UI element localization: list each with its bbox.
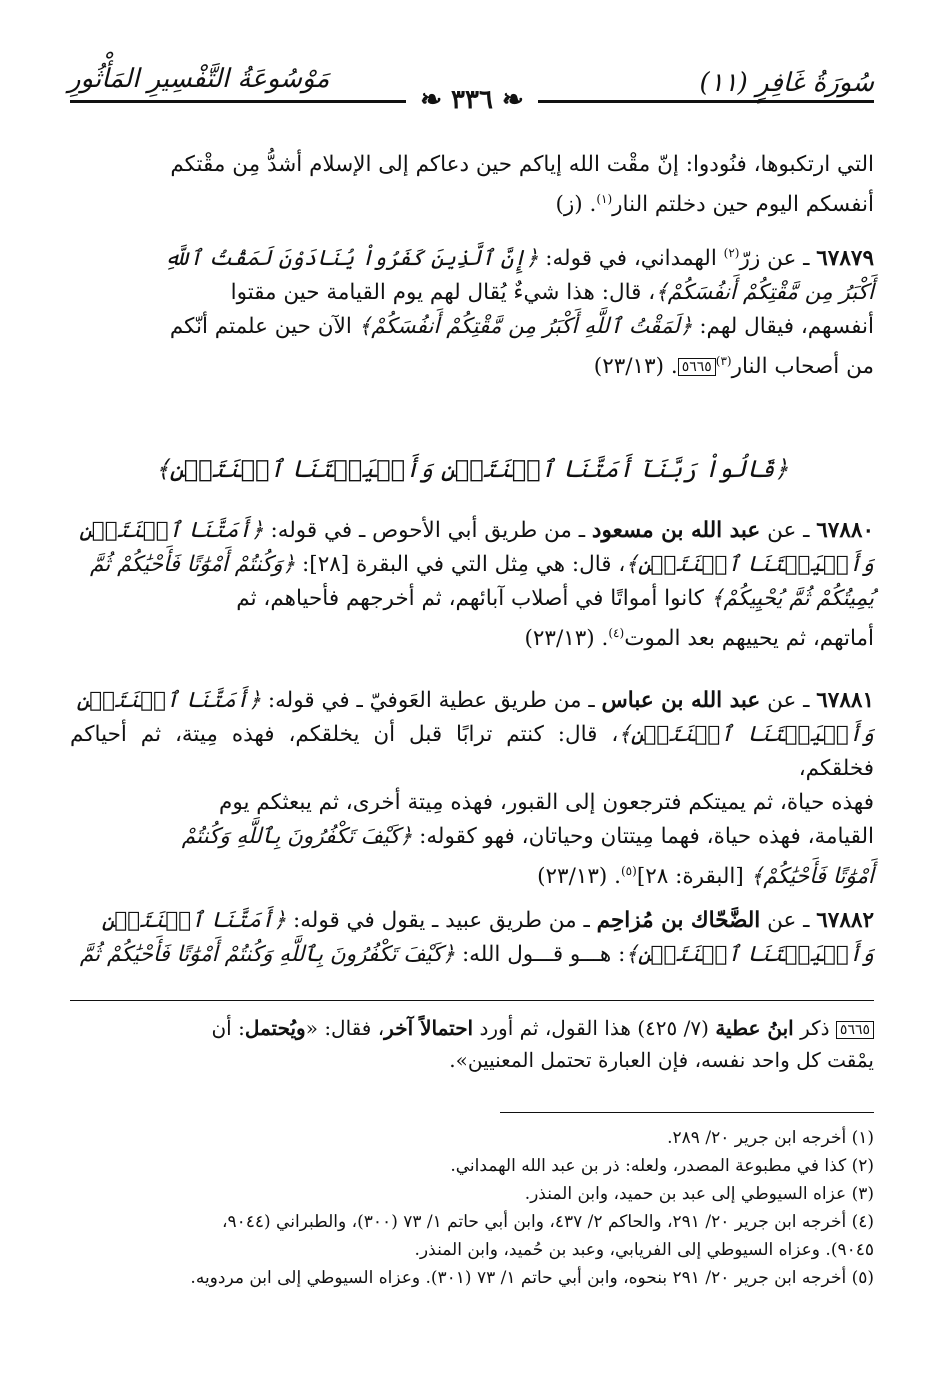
footnotes-separator xyxy=(500,1112,874,1113)
narration-number: ٦٧٨٨١ xyxy=(816,688,874,713)
narration-67882: ٦٧٨٨٢ ـ عن الضَّحّاك بن مُزاحِم ـ من طريق عبيد ـ يقول في قوله: ﴿أَمَتَّنَا ٱثۡنَتَيۡنِ وَأَحۡيَيۡتَنَا ٱثۡنَتَيۡنِ﴾: هـــو قـــول الله: ﴿كَيْفَ تَكْفُرُونَ بِٱللَّهِ وَكُنتُمْ أَمْوَٰتًا فَأَحْيَٰكُمْ ثُمَّ xyxy=(79,908,874,967)
footnote: (٥) أخرجه ابن جرير ٢٠/ ٢٩١ بنحوه، وابن أبي حاتم ١/ ٧٣ (٣٠١). وعزاه السيوطي إلى ابن مردويه. xyxy=(190,1268,874,1288)
footnote: ٩٠٤٥). وعزاه السيوطي إلى الفريابي، وعبد بن حُميد، وابن المنذر. xyxy=(414,1240,874,1260)
note-box-ref: ٥٦٦٥ xyxy=(678,358,716,376)
editor-note: ٥٦٦٥ ذكر ابنُ عطية (٧/ ٤٢٥) هذا القول، ثم أورد احتمالاً آخر، فقال: «ويُحتمل: أن يمْقت كل واحد نفسه، فإن العبارة تحتمل المعنيين». xyxy=(211,1016,874,1072)
verse-heading: ﴿قَالُواْ رَبَّنَآ أَمَتَّنَا ٱثۡنَتَيۡنِ وَأَحۡيَيۡتَنَا ٱثۡنَتَيۡنِ﴾ xyxy=(155,455,789,483)
footnote: (٣) عزاه السيوطي إلى عبد بن حميد، وابن المنذر. xyxy=(524,1184,874,1204)
running-header-surah: سُورَةُ غَافِرٍ (١١) xyxy=(699,68,874,98)
narration-67880: ٦٧٨٨٠ ـ عن عبد الله بن مسعود ـ من طريق أبي الأحوص ـ في قوله: ﴿أَمَتَّنَا ٱثۡنَتَيۡنِ وَأَحۡيَيۡتَنَا ٱثۡنَتَيۡنِ﴾، قال: هي مِثل التي في البقرة [٢٨]: ﴿وَكُنتُمْ أَمْوَٰتًا فَأَحْيَٰكُمْ ثُمَّ يُمِيتُكُمْ ثُمَّ يُحْيِيكُمْ﴾ كانوا أمواتًا في أصلاب آبائهم، ثم أخرجهم فأحياهم، ثم أماتهم، ثم يحييهم بعد الموت$^{(٤)}$. (٢٣/١٣) xyxy=(79,518,874,652)
text-line: التي ارتكبوها، فنُودوا: إنّ مقْت الله إياكم حين دعاكم إلى الإسلام أشدُّ مِن مقْتكم xyxy=(170,152,874,177)
page-number: ❧ ۳۳٦ ❧ xyxy=(0,85,944,115)
narration-number: ٦٧٨٨٠ xyxy=(816,518,874,543)
quran-quote: ﴿إِنَّ ٱلَّذِينَ كَفَرُواْ يُنَادَوْنَ لَمَقْتُ ٱللَّهِ xyxy=(164,246,539,272)
notes-separator xyxy=(70,1000,874,1001)
running-header-book: مَوْسُوعَةُ التَّفْسِيرِ المَأْثُورِ xyxy=(68,64,330,94)
paragraph-continuation xyxy=(70,148,874,222)
footnote: (١) أخرجه ابن جرير ٢٠/ ٢٨٩. xyxy=(667,1128,874,1148)
narration-67879: ٦٧٨٧٩ ـ عن زرّ$^{(٢)}$ الهمداني، في قوله: ﴿إِنَّ ٱلَّذِينَ كَفَرُواْ يُنَادَوْنَ لَمَقْتُ ٱللَّهِ أَكْبَرُ مِن مَّقْتِكُمْ أَنفُسَكُمْ﴾، قال: هذا شيءٌ يُقال لهم يوم القيامة حين مقتوا أنفسهم، فيقال لهم: ﴿لَمَقْتُ ٱللَّهِ أَكْبَرُ مِن مَّقْتِكُمْ أَنفُسَكُمْ﴾ الآن حين علمتم أنّكم من أصحاب النار$^{(٣)}$٥٦٦٥. (٢٣/١٣) xyxy=(164,246,874,380)
narration-67881: ٦٧٨٨١ ـ عن عبد الله بن عباس ـ من طريق عطية العَوفيّ ـ في قوله: ﴿أَمَتَّنَا ٱثۡنَتَيۡنِ وَأَحۡيَيۡتَنَا ٱثۡنَتَيۡنِ﴾، قال: كنتم ترابًا قبل أن يخلقكم، فهذه مِيتة، ثم أحياكم فخلقكم، فهذه حياة، ثم يميتكم فترجعون إلى القبور، فهذه مِيتة أخرى، ثم يبعثكم يوم القيامة، فهذه حياة، فهما مِيتتان وحياتان، فهو كقوله: ﴿كَيْفَ تَكْفُرُونَ بِٱللَّهِ وَكُنتُمْ أَمْوَٰتًا فَأَحْيَٰكُمْ﴾ [البقرة: ٢٨]$^{(٥)}$. (٢٣/١٣) xyxy=(70,688,874,890)
narration-number: ٦٧٨٨٢ xyxy=(816,908,874,933)
text-line: أنفسكم اليوم حين دخلتم النار$^{(١)}$. (ز) xyxy=(555,192,874,218)
footnote: (٢) كذا في مطبوعة المصدر، ولعله: ذر بن عبد الله الهمداني. xyxy=(450,1156,874,1176)
note-box-ref: ٥٦٦٥ xyxy=(836,1021,874,1039)
narration-number: ٦٧٨٧٩ xyxy=(816,246,874,272)
footnotes xyxy=(70,1124,874,1292)
footnote: (٤) أخرجه ابن جرير ٢٠/ ٢٩١، والحاكم ٢/ ٤٣٧، وابن أبي حاتم ١/ ٧٣ (٣٠٠)، والطبراني (٩٠٤٤، xyxy=(221,1212,874,1232)
